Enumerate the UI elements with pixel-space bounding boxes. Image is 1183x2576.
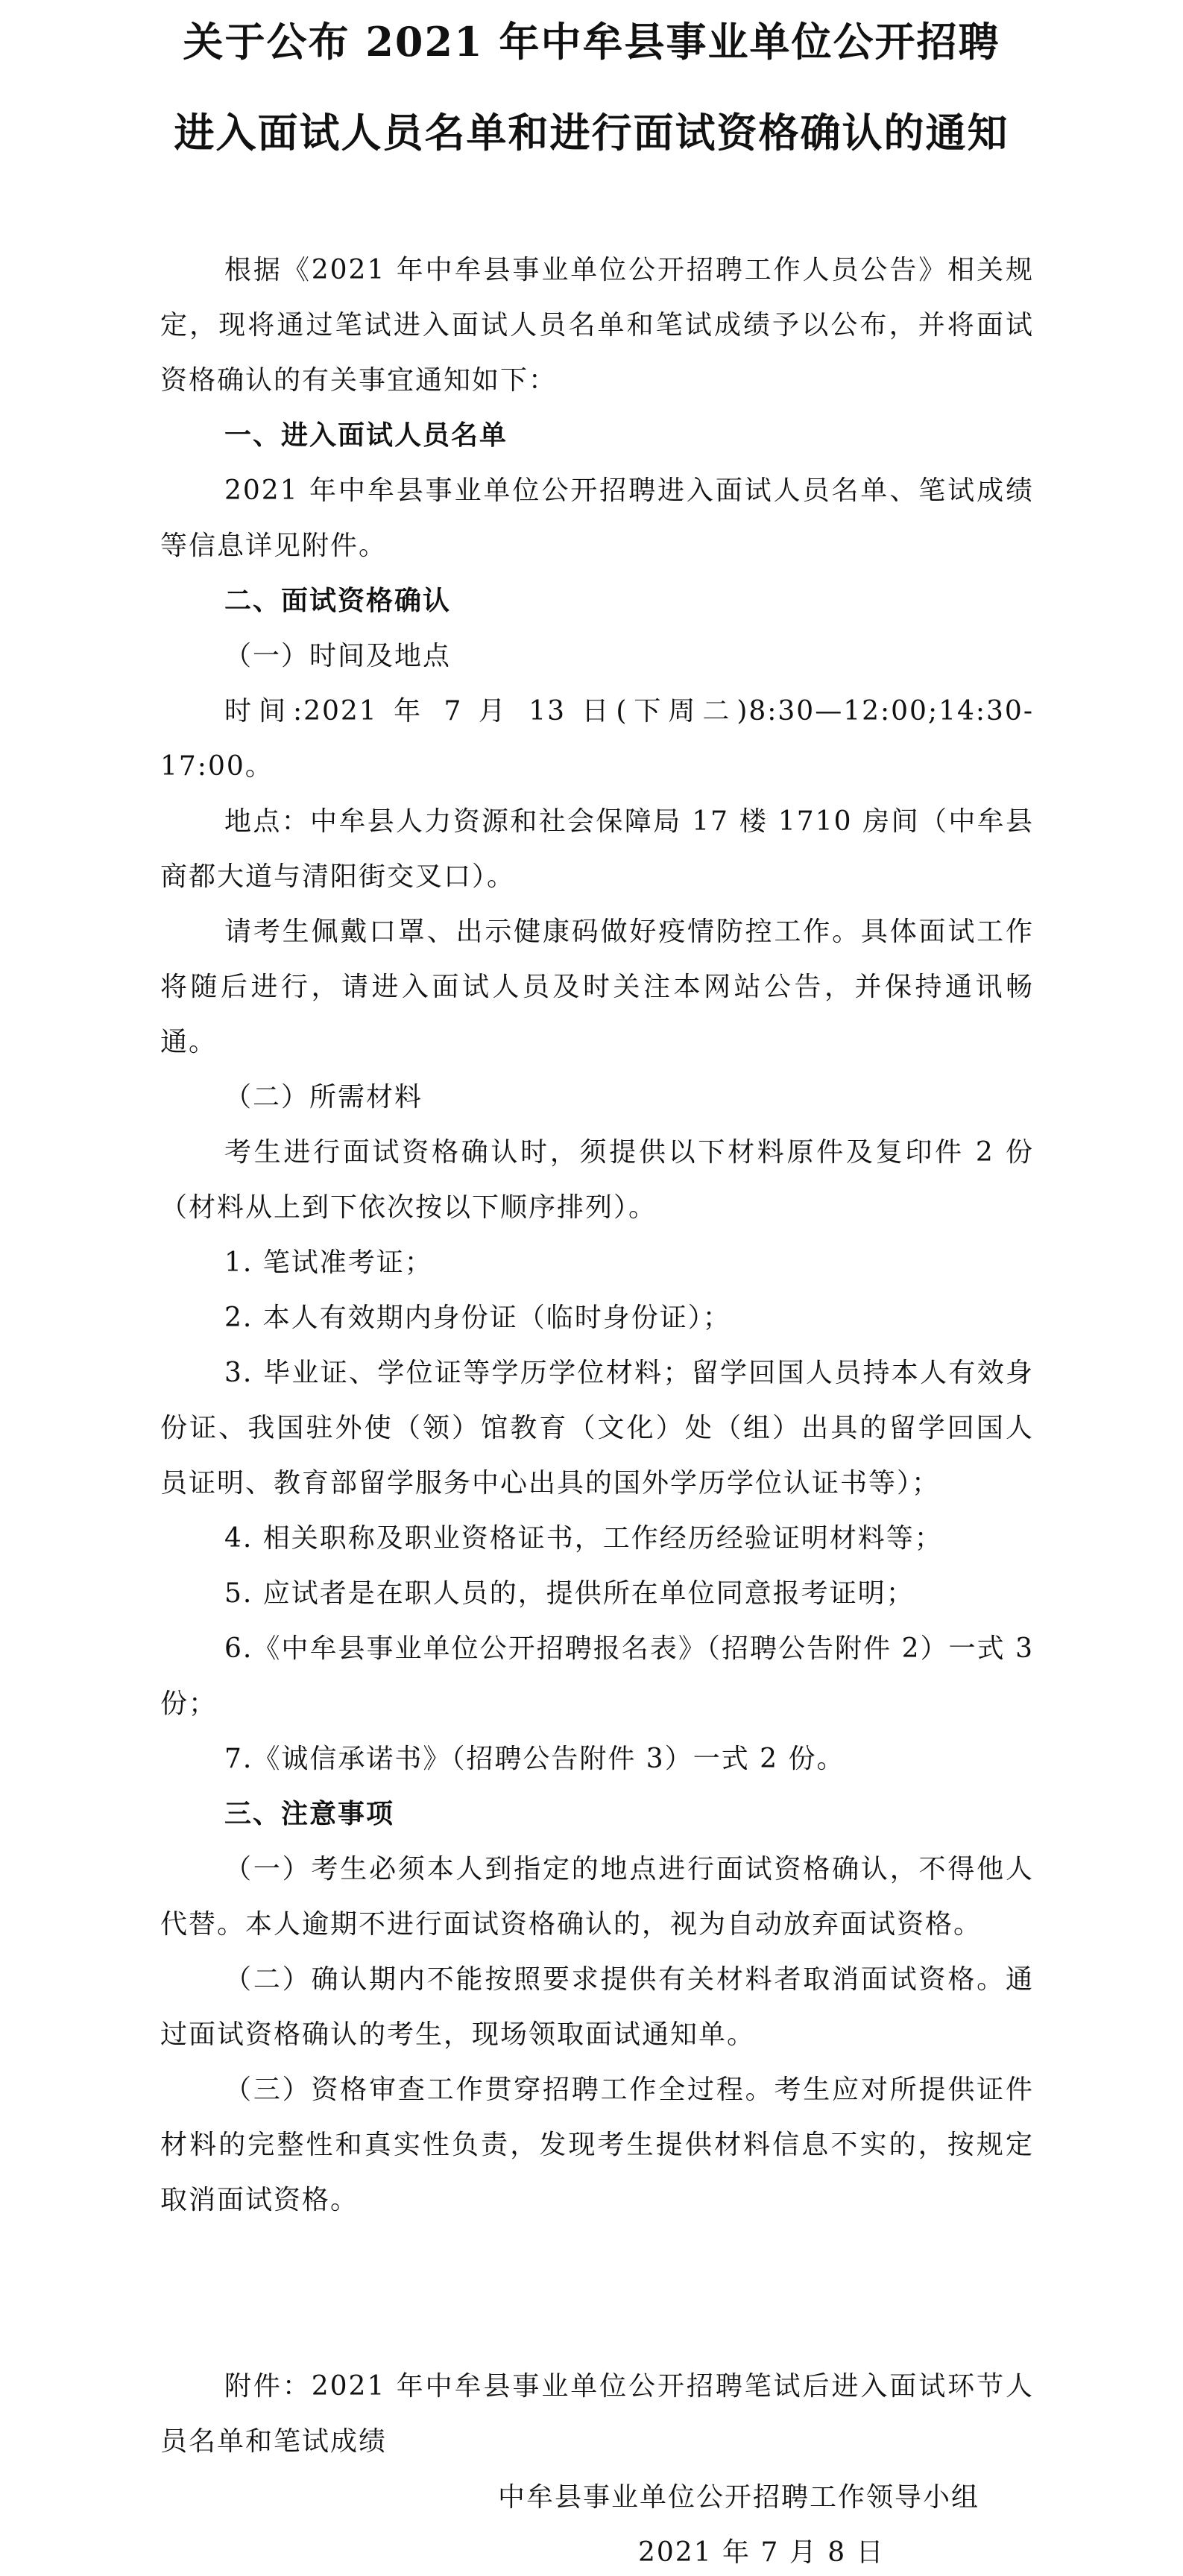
notice-item-3: （三）资格审查工作贯穿招聘工作全过程。考生应对所提供证件材料的完整性和真实性负责，发现考生提供材料信息不实的，按规定取消面试资格。 — [160, 2075, 1034, 2215]
material-item: 5. 应试者是在职人员的，提供所在单位同意报考证明； — [224, 1578, 915, 1609]
interview-place: 地点：中牟县人力资源和社会保障局 17 楼 1710 房间（中牟县商都大道与清阳街交叉口）。 — [160, 806, 1034, 892]
document-title-line-2: 进入面试人员名单和进行面试资格确认的通知 — [174, 109, 1009, 156]
document-title-line-1: 关于公布 2021 年中牟县事业单位公开招聘 — [183, 18, 1000, 66]
section-3-heading: 三、注意事项 — [224, 1799, 395, 1829]
subsection-time-place-heading: （一）时间及地点 — [224, 641, 452, 671]
section-1-text: 2021 年中牟县事业单位公开招聘进入面试人员名单、笔试成绩等信息详见附件。 — [160, 475, 1034, 561]
epidemic-notice: 请考生佩戴口罩、出示健康码做好疫情防控工作。具体面试工作将随后进行，请进入面试人员及时关注本网站公告，并保持通讯畅通。 — [160, 917, 1034, 1057]
notice-item-1: （一）考生必须本人到指定的地点进行面试资格确认，不得他人代替。本人逾期不进行面试资格确认的，视为自动放弃面试资格。 — [160, 1854, 1034, 1940]
issue-date: 2021 年 7 月 8 日 — [638, 2537, 885, 2568]
subsection-materials-heading: （二）所需材料 — [224, 1082, 423, 1113]
document-body — [160, 243, 1034, 2228]
material-item: 2. 本人有效期内身份证（临时身份证）； — [224, 1303, 731, 1333]
material-item: 3. 毕业证、学位证等学历学位材料；留学回国人员持本人有效身份证、我国驻外使（领）馆教育（文化）处（组）出具的留学回国人员证明、教育部留学服务中心出具的国外学历学位认证书等）； — [160, 1358, 1034, 1499]
interview-time: 时间:2021 年 7 月 13 日(下周二)8:30—12:00;14:30-17:00。 — [160, 696, 1034, 782]
section-2-heading: 二、面试资格确认 — [224, 586, 452, 616]
materials-intro: 考生进行面试资格确认时，须提供以下材料原件及复印件 2 份（材料从上到下依次按以下顺序排列）。 — [160, 1137, 1034, 1223]
issuing-organization: 中牟县事业单位公开招聘工作领导小组 — [498, 2482, 980, 2513]
section-1-heading: 一、进入面试人员名单 — [224, 420, 508, 451]
intro-paragraph: 根据《2021 年中牟县事业单位公开招聘工作人员公告》相关规定，现将通过笔试进入面试人员名单和笔试成绩予以公布，并将面试资格确认的有关事宜通知如下： — [160, 255, 1034, 396]
attachment-block — [160, 2359, 1034, 2469]
attachment-note: 附件：2021 年中牟县事业单位公开招聘笔试后进入面试环节人员名单和笔试成绩 — [160, 2371, 1034, 2457]
material-item: 7.《诚信承诺书》（招聘公告附件 3）一式 2 份。 — [224, 1744, 845, 1774]
material-item: 6.《中牟县事业单位公开招聘报名表》（招聘公告附件 2）一式 3 份； — [160, 1633, 1034, 1719]
material-item: 4. 相关职称及职业资格证书，工作经历经验证明材料等； — [224, 1523, 943, 1554]
notice-item-2: （二）确认期内不能按照要求提供有关材料者取消面试资格。通过面试资格确认的考生，现场领取面试通知单。 — [160, 1964, 1034, 2050]
material-item: 1. 笔试准考证； — [224, 1247, 433, 1278]
